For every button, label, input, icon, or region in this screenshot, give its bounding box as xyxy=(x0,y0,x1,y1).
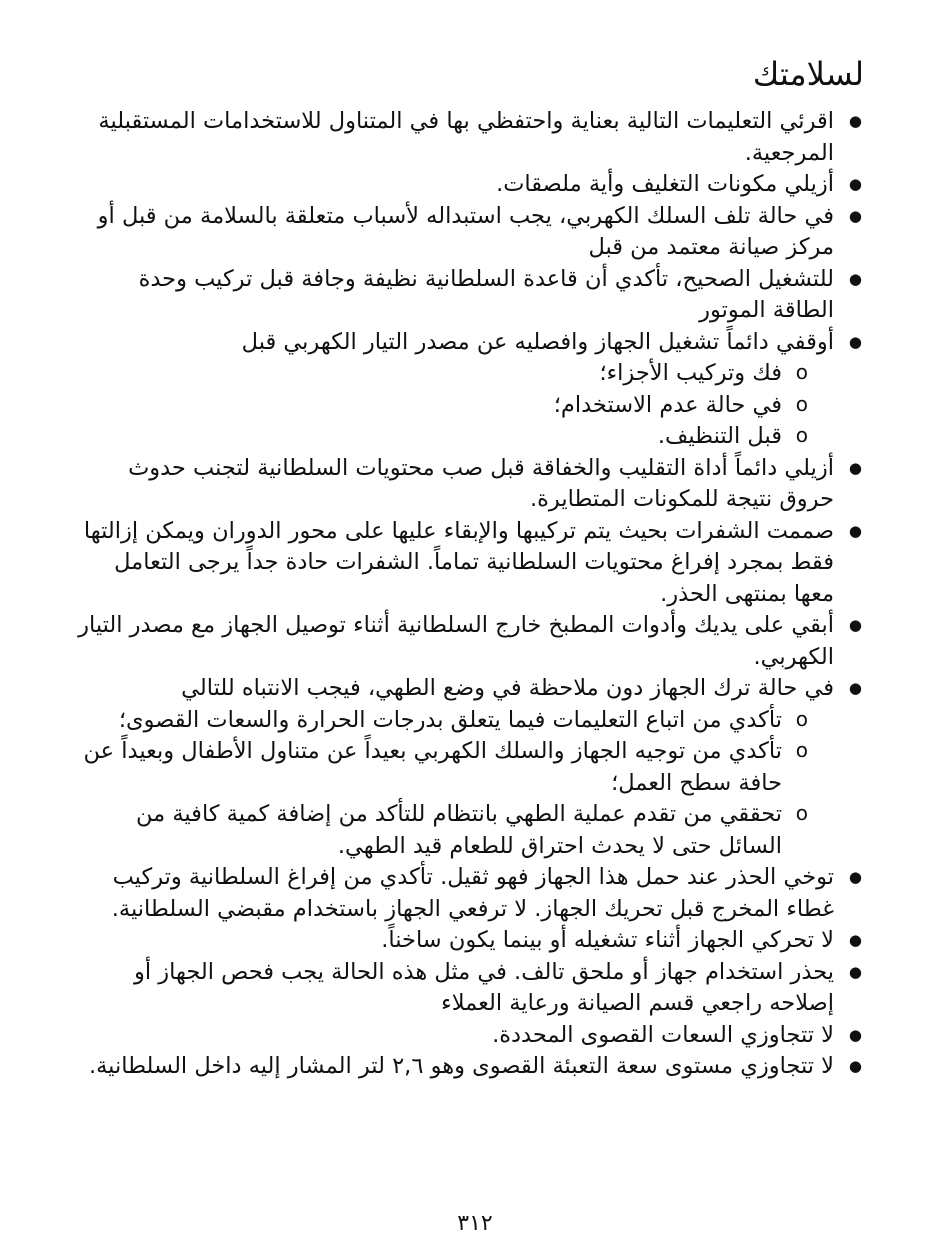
safety-subitem: o تأكدي من اتباع التعليمات فيما يتعلق بدرجات الحرارة والسعات القصوى؛ xyxy=(72,705,834,737)
safety-list xyxy=(72,106,862,1083)
page-title: لسلامتك xyxy=(752,55,864,93)
safety-subitem: o تأكدي من توجيه الجهاز والسلك الكهربي بعيداً عن متناول الأطفال وبعيداً عن حافة سطح العمل؛ xyxy=(72,736,834,799)
safety-item xyxy=(72,610,862,673)
safety-item-text: لا تحركي الجهاز أثناء تشغيله أو بينما يكون ساخناً. xyxy=(381,927,834,953)
safety-item xyxy=(72,201,862,264)
safety-subitem: o في حالة عدم الاستخدام؛ xyxy=(72,390,834,422)
safety-sublist xyxy=(72,705,834,863)
safety-item xyxy=(72,1020,862,1052)
safety-item-text: أزيلي مكونات التغليف وأية ملصقات. xyxy=(496,171,834,197)
safety-item xyxy=(72,453,862,516)
page-number: ٣١٢ xyxy=(457,1211,493,1236)
safety-item-text: لا تتجاوزي مستوى سعة التعبئة القصوى وهو ٢,٦ لتر المشار إليه داخل السلطانية. xyxy=(88,1053,834,1079)
safety-item-text: في حالة تلف السلك الكهربي، يجب استبداله لأسباب متعلقة بالسلامة من قبل أو مركز صيانة معتمد من قبل xyxy=(97,202,834,260)
safety-item xyxy=(72,169,862,201)
safety-item xyxy=(72,1051,862,1083)
safety-item-text: في حالة ترك الجهاز دون ملاحظة في وضع الطهي، فيجب الانتباه للتالي xyxy=(181,675,834,701)
safety-item-text: أوقفي دائماً تشغيل الجهاز وافصليه عن مصدر التيار الكهربي قبل xyxy=(241,328,834,355)
safety-item-text: أزيلي دائماً أداة التقليب والخفاقة قبل صب محتويات السلطانية لتجنب حدوث حروق نتيجة للمكونات المتطايرة. xyxy=(128,454,834,512)
safety-item-text: للتشغيل الصحيح، تأكدي أن قاعدة السلطانية نظيفة وجافة قبل تركيب وحدة الطاقة الموتور xyxy=(138,265,834,323)
safety-item xyxy=(72,516,862,611)
safety-sublist xyxy=(72,358,834,453)
safety-item-text: لا تتجاوزي السعات القصوى المحددة. xyxy=(492,1021,834,1048)
safety-item xyxy=(72,862,862,925)
safety-item xyxy=(72,106,862,169)
safety-subitem: o قبل التنظيف. xyxy=(72,421,834,453)
safety-item xyxy=(72,327,862,453)
safety-item-text: صممت الشفرات بحيث يتم تركيبها والإبقاء عليها على محور الدوران ويمكن إزالتها فقط بمجرد إفراغ محتويات السلطانية تماماً. الشفرات حادة جداً يرجى التعامل معها بمنتهى الحذر. xyxy=(83,517,834,607)
safety-item xyxy=(72,957,862,1020)
safety-item-text: اقرئي التعليمات التالية بعناية واحتفظي بها في المتناول للاستخدامات المستقبلية المرجعية. xyxy=(98,108,834,166)
safety-item xyxy=(72,673,862,862)
safety-subitem: o تحققي من تقدم عملية الطهي بانتظام للتأكد من إضافة كمية كافية من السائل حتى لا يحدث احتراق للطعام قيد الطهي. xyxy=(72,799,834,862)
safety-item-text: أبقي على يديك وأدوات المطبخ خارج السلطانية أثناء توصيل الجهاز مع مصدر التيار الكهربي. xyxy=(78,612,834,670)
safety-item-text: يحذر استخدام جهاز أو ملحق تالف. في مثل هذه الحالة يجب فحص الجهاز أو إصلاحه راجعي قسم الصيانة ورعاية العملاء xyxy=(134,958,834,1016)
safety-item xyxy=(72,264,862,327)
safety-content xyxy=(72,106,862,1083)
safety-subitem: o فك وتركيب الأجزاء؛ xyxy=(72,358,834,390)
safety-item xyxy=(72,925,862,957)
safety-item-text: توخي الحذر عند حمل هذا الجهاز فهو ثقيل. تأكدي من إفراغ السلطانية وتركيب غطاء المخرج قبل تحريك الجهاز. لا ترفعي الجهاز باستخدام مقبضي السلطانية. xyxy=(111,864,834,922)
